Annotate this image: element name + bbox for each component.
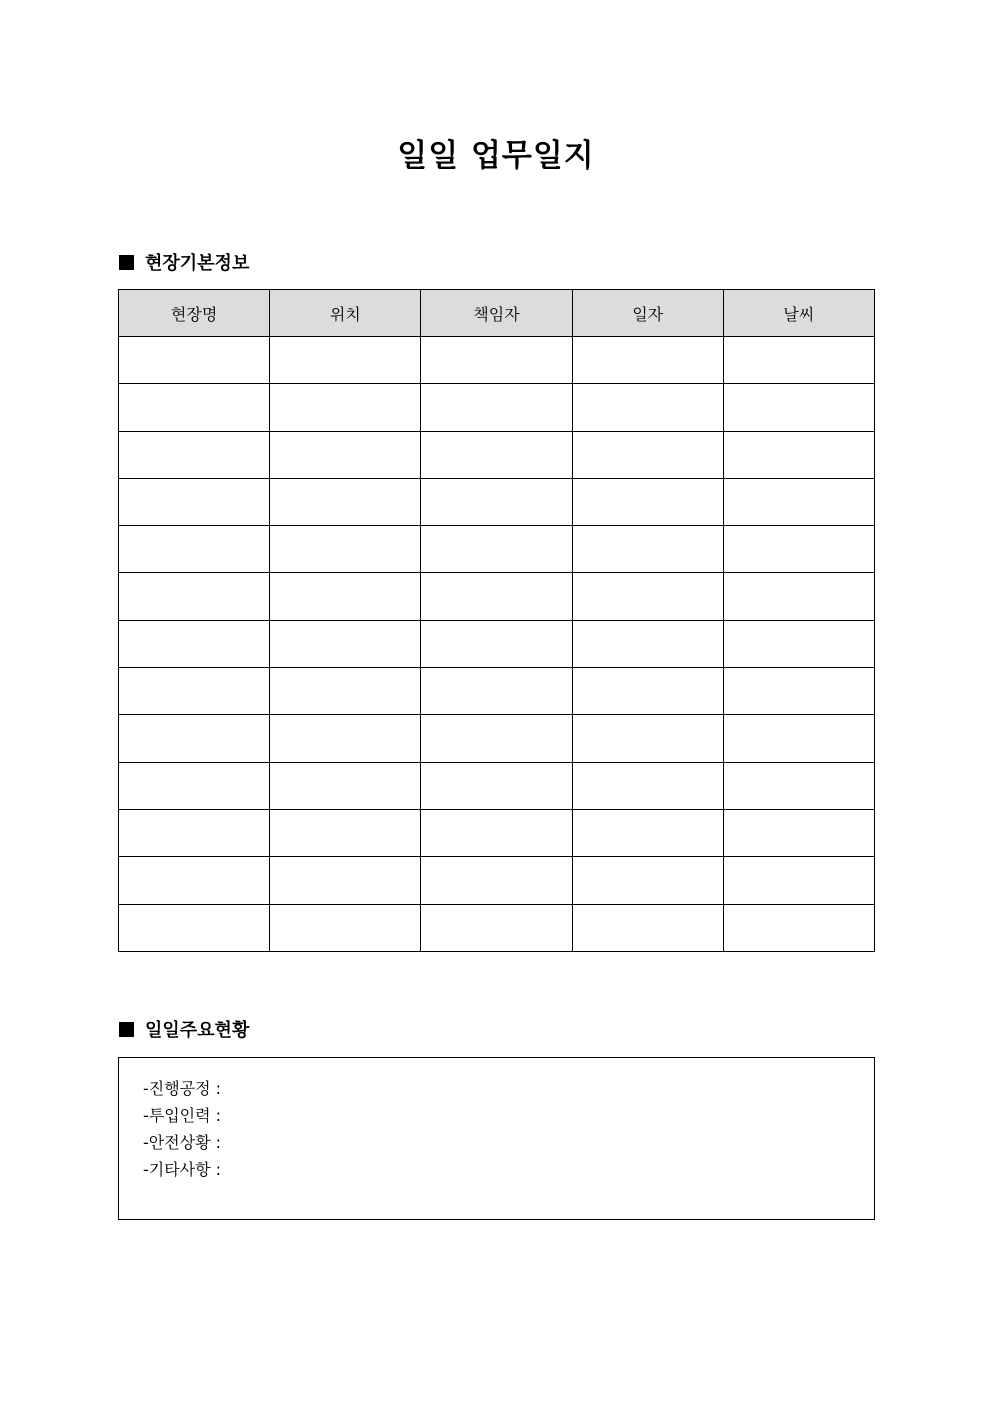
table-row xyxy=(119,904,875,951)
section-heading-daily-status xyxy=(119,1019,249,1043)
table-cell[interactable] xyxy=(421,573,572,620)
status-item-progress: -진행공정 : xyxy=(143,1079,222,1098)
table-cell[interactable] xyxy=(270,809,421,856)
table-cell[interactable] xyxy=(723,478,874,525)
column-header-site-name: 현장명 xyxy=(119,290,270,337)
square-bullet-icon xyxy=(119,1022,134,1037)
section-heading-label: 현장기본정보 xyxy=(145,253,250,274)
table-row xyxy=(119,384,875,431)
basic-info-table-body xyxy=(119,337,875,952)
table-cell[interactable] xyxy=(119,337,270,384)
table-row xyxy=(119,857,875,904)
table-cell[interactable] xyxy=(270,715,421,762)
table-cell[interactable] xyxy=(421,431,572,478)
table-cell[interactable] xyxy=(723,762,874,809)
column-header-manager: 책임자 xyxy=(421,290,572,337)
table-cell[interactable] xyxy=(421,762,572,809)
table-cell[interactable] xyxy=(119,715,270,762)
table-cell[interactable] xyxy=(723,809,874,856)
table-cell[interactable] xyxy=(270,526,421,573)
table-row xyxy=(119,762,875,809)
table-header-row xyxy=(119,290,875,337)
table-row xyxy=(119,573,875,620)
table-cell[interactable] xyxy=(119,857,270,904)
table-cell[interactable] xyxy=(723,337,874,384)
table-cell[interactable] xyxy=(421,526,572,573)
table-cell[interactable] xyxy=(421,668,572,715)
table-cell[interactable] xyxy=(270,904,421,951)
daily-status-list xyxy=(143,1075,221,1183)
table-cell[interactable] xyxy=(119,904,270,951)
table-cell[interactable] xyxy=(723,526,874,573)
table-row xyxy=(119,431,875,478)
table-cell[interactable] xyxy=(119,431,270,478)
table-row xyxy=(119,809,875,856)
table-cell[interactable] xyxy=(270,620,421,667)
table-row xyxy=(119,337,875,384)
table-cell[interactable] xyxy=(421,478,572,525)
table-cell[interactable] xyxy=(119,526,270,573)
column-header-date: 일자 xyxy=(572,290,723,337)
table-cell[interactable] xyxy=(421,904,572,951)
table-cell[interactable] xyxy=(270,384,421,431)
table-cell[interactable] xyxy=(119,668,270,715)
section-heading-basic-info xyxy=(119,252,249,276)
table-cell[interactable] xyxy=(572,904,723,951)
table-cell[interactable] xyxy=(270,762,421,809)
table-cell[interactable] xyxy=(572,478,723,525)
table-cell[interactable] xyxy=(270,478,421,525)
table-row xyxy=(119,668,875,715)
table-cell[interactable] xyxy=(119,573,270,620)
section-heading-label: 일일주요현황 xyxy=(145,1020,250,1041)
status-item-safety: -안전상황 : xyxy=(143,1133,222,1152)
table-cell[interactable] xyxy=(421,715,572,762)
table-cell[interactable] xyxy=(119,478,270,525)
table-cell[interactable] xyxy=(723,573,874,620)
table-cell[interactable] xyxy=(421,384,572,431)
table-cell[interactable] xyxy=(421,809,572,856)
table-cell[interactable] xyxy=(723,384,874,431)
table-row xyxy=(119,526,875,573)
table-cell[interactable] xyxy=(270,857,421,904)
table-cell[interactable] xyxy=(572,573,723,620)
column-header-weather: 날씨 xyxy=(723,290,874,337)
table-cell[interactable] xyxy=(421,857,572,904)
column-header-location: 위치 xyxy=(270,290,421,337)
basic-info-table xyxy=(118,289,875,952)
daily-status-box xyxy=(118,1057,875,1220)
table-cell[interactable] xyxy=(270,337,421,384)
table-cell[interactable] xyxy=(572,809,723,856)
table-cell[interactable] xyxy=(572,620,723,667)
table-cell[interactable] xyxy=(572,337,723,384)
table-cell[interactable] xyxy=(572,431,723,478)
table-cell[interactable] xyxy=(119,809,270,856)
table-cell[interactable] xyxy=(119,384,270,431)
table-cell[interactable] xyxy=(572,526,723,573)
page-title: 일일 업무일지 xyxy=(397,138,595,174)
table-cell[interactable] xyxy=(270,668,421,715)
table-cell[interactable] xyxy=(572,857,723,904)
table-row xyxy=(119,715,875,762)
table-cell[interactable] xyxy=(421,620,572,667)
status-item-workforce: -투입인력 : xyxy=(143,1106,222,1125)
table-cell[interactable] xyxy=(723,431,874,478)
table-cell[interactable] xyxy=(723,857,874,904)
table-row xyxy=(119,478,875,525)
table-cell[interactable] xyxy=(572,384,723,431)
square-bullet-icon xyxy=(119,255,134,270)
table-row xyxy=(119,620,875,667)
table-cell[interactable] xyxy=(119,620,270,667)
status-item-other: -기타사항 : xyxy=(143,1160,222,1179)
table-cell[interactable] xyxy=(572,715,723,762)
table-cell[interactable] xyxy=(723,668,874,715)
table-cell[interactable] xyxy=(270,573,421,620)
table-cell[interactable] xyxy=(119,762,270,809)
table-cell[interactable] xyxy=(723,904,874,951)
table-cell[interactable] xyxy=(572,762,723,809)
table-cell[interactable] xyxy=(723,620,874,667)
table-cell[interactable] xyxy=(572,668,723,715)
table-cell[interactable] xyxy=(723,715,874,762)
table-cell[interactable] xyxy=(270,431,421,478)
table-cell[interactable] xyxy=(421,337,572,384)
